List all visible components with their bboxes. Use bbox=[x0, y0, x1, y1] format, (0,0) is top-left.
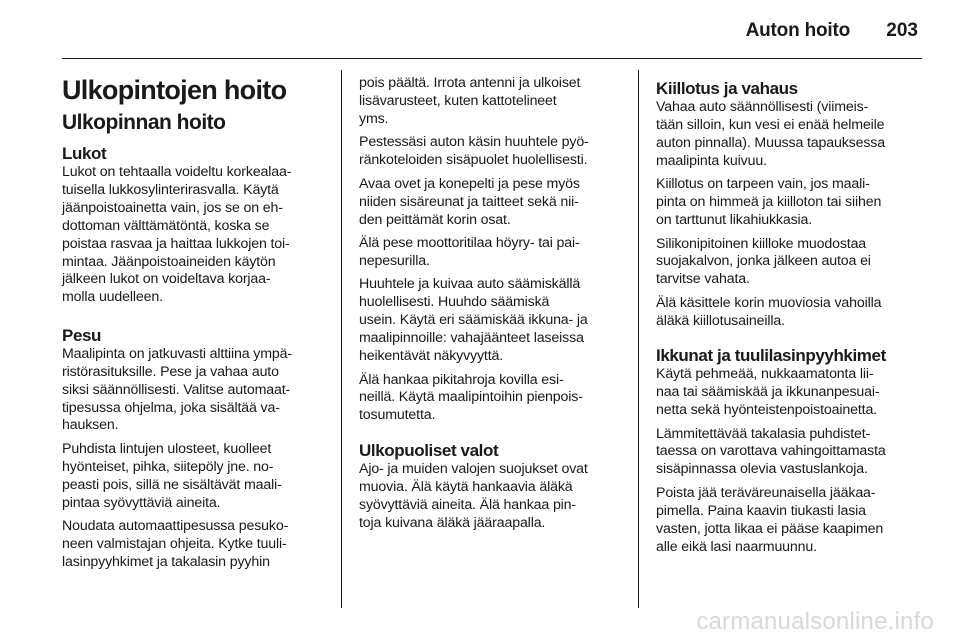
heading-pesu: Pesu bbox=[62, 325, 102, 345]
column-divider-2 bbox=[638, 70, 639, 608]
running-header-title: Auton hoito bbox=[745, 20, 850, 41]
paragraph: Vahaa auto säännöllisesti (viimeis- tään silloin, kun vesi ei enää helmeile auton pinnalla). Muussa tapauksessa maalipinta kuivuu. bbox=[656, 99, 885, 169]
paragraph: Maalipinta on jatkuvasti alttiina ympä- ristörasituksille. Pese ja vahaa auto siksi säännöllisesti. Valitse automaat- tipesussa ohjelma, joka sisältää va- hauksen. bbox=[62, 345, 292, 434]
heading-lukot: Lukot bbox=[62, 144, 107, 163]
paragraph: Lämmitettävää takalasia puhdistet- taessa on varottava vahingoittamasta sisäpinnassa olevia vastuslankoja. bbox=[656, 425, 886, 478]
paragraph: Ajo- ja muiden valojen suojukset ovat muovia. Älä käytä hankaavia äläkä syövyttäviä aineita. Älä hankaa pin- toja kuivana äläkä jääraapalla. bbox=[359, 460, 588, 531]
page-number: 203 bbox=[886, 20, 918, 41]
paragraph: Älä pese moottoritilaa höyry- tai pai- nepesurilla. bbox=[359, 235, 580, 269]
paragraph: Avaa ovet ja konepelti ja pese myös niiden sisäreunat ja taitteet sekä nii- den peittämät korin osat. bbox=[359, 175, 580, 228]
paragraph: pois päältä. Irrota antenni ja ulkoiset lisävarusteet, kuten kattotelineet yms. bbox=[359, 75, 581, 127]
text-column-1 bbox=[62, 76, 330, 578]
paragraph: Kiillotus on tarpeen vain, jos maali- pinta on himmeä ja kiilloton tai siihen on tarttunut likahiukkasia. bbox=[656, 176, 882, 229]
paragraph: Puhdista lintujen ulosteet, kuolleet hyönteiset, pihka, siitepöly jne. no- peasti pois, sillä ne sisältävät maali- pintaa syövyttäviä aineita. bbox=[62, 440, 282, 511]
paragraph: Poista jää teräväreunaisella jääkaa- pimella. Paina kaavin tiukasti lasia vasten, jotta likaa ei pääse kaapimen alle eikä lasi naarmuunnu. bbox=[656, 484, 884, 555]
heading-kiillotus: Kiillotus ja vahaus bbox=[656, 79, 798, 98]
header-divider bbox=[62, 58, 922, 59]
paragraph: Lukot on tehtaalla voideltu korkealaa- tuisella lukkosylinterirasvalla. Käytä jäänpoistoainetta vain, jos se on eh- dottoman välttämätöntä, koska se poistaa rasvaa ja haittaa lukkojen toi- mintaa. Jäänpoistoaineiden käytön jälkeen lukot on voideltava korjaa- molla uudelleen. bbox=[62, 164, 292, 306]
heading-ulkopuoliset-valot: Ulkopuoliset valot bbox=[359, 440, 499, 460]
column-divider-1 bbox=[341, 70, 342, 608]
paragraph: Noudata automaattipesussa pesuko- neen valmistajan ohjeita. Kytke tuuli- lasinpyyhkimet ja takalasin pyyhin bbox=[62, 518, 289, 570]
text-column-3 bbox=[656, 75, 926, 562]
text-column-2 bbox=[359, 75, 627, 538]
paragraph: Pestessäsi auton käsin huuhtele pyö- ränkoteloiden sisäpuolet huolellisesti. bbox=[359, 134, 589, 169]
section-title: Ulkopinnan hoito bbox=[62, 111, 226, 134]
paragraph: Silikonipitoinen kiilloke muodostaa suojakalvon, jonka jälkeen autoa ei tarvitse vahata. bbox=[656, 235, 871, 288]
paragraph: Käytä pehmeää, nukkaamatonta lii- naa tai säämiskää ja ikkunanpesuai- netta sekä hyönteistenpoistoainetta. bbox=[656, 366, 880, 419]
paragraph: Huuhtele ja kuivaa auto säämiskällä huolellisesti. Huuhdo säämiskä usein. Käytä eri säämiskää ikkuna- ja maalipinnoille: vahajäänteet laseissa heikentävät näkyvyyttä. bbox=[359, 276, 588, 365]
chapter-title: Ulkopintojen hoito bbox=[62, 75, 287, 105]
page-header bbox=[0, 0, 960, 58]
paragraph: Älä hankaa pikitahroja kovilla esi- neillä. Käytä maalipintoihin pienpois- tosumutetta. bbox=[359, 371, 583, 424]
paragraph: Älä käsittele korin muoviosia vahoilla äläkä kiillotusaineilla. bbox=[656, 294, 882, 329]
watermark: carmanualsonline.info bbox=[696, 608, 934, 635]
heading-ikkunat: Ikkunat ja tuulilasinpyyhkimet bbox=[656, 346, 886, 366]
